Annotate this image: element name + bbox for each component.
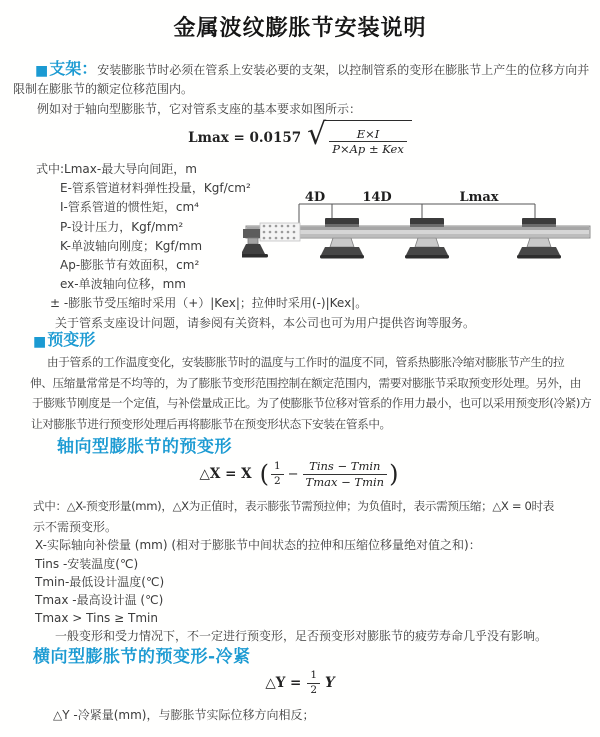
formula1-denominator: P×Ap ± Kex [329, 141, 407, 156]
formula2-lhs: △X = X [199, 466, 252, 482]
definition-line: E-管系管道材料弹性投量，Kgf/cm² [60, 181, 251, 196]
definition-line: 关于管系支座设计问题，请参阅有关资料，本公司也可为用户提供咨询等服务。 [55, 315, 476, 330]
predeform-heading-row [33, 328, 95, 354]
predeform-section-heading: 预变形 [47, 330, 96, 349]
formula1-radical [307, 116, 412, 157]
one-half-fraction [307, 669, 320, 696]
axial-item: Tmin-最低设计温度(℃) [35, 575, 165, 589]
predeform-para-line: 让对膨胀节进行预变形处理后再将膨胀节在预变形状态下安装在管系中。 [31, 416, 391, 431]
formula2-numerator: Tins − Tmin [309, 459, 381, 474]
definition-line: ex-单波轴向位移，mm [60, 277, 186, 292]
definition-line: ± -膨胀节受压缩时采用（+）|Kex|；拉伸时采用(-)|Kex|。 [50, 296, 368, 311]
one-half-fraction [271, 460, 284, 487]
axial-item: Tins -安装温度(℃) [35, 557, 139, 571]
axial-desc-line2: 示不需预变形。 [33, 520, 118, 534]
pipe-support-diagram-svg [242, 190, 594, 274]
lateral-coldpull-formula [0, 666, 600, 700]
dim-label-4d: 4D [304, 190, 326, 205]
support-intro-text: 安装膨胀节时必须在管系上安装必要的支架，以控制管系的变形在膨胀节上产生的位移方向并 [97, 63, 590, 77]
axial-predeform-formula [0, 455, 600, 493]
axial-item: Tmax -最高设计温 (℃) [35, 593, 164, 607]
formula3-lhs: △Y = [265, 675, 302, 691]
predeform-para-line: 由于管系的工作温度变化，安装膨胀节时的温度与工作时的温度不同，管系热膨胀冷缩对膨胀节产生的拉 [47, 355, 565, 369]
support-intro-line1 [13, 57, 589, 83]
temperature-fraction [303, 459, 388, 489]
page-title: 金属波纹膨胀节安装说明 [173, 16, 427, 41]
axial-item: Tmax > Tins ≥ Tmin [35, 611, 158, 625]
axial-item: X-实际轴向补偿量 (mm) (相对于膨胀节中间状态的拉伸和压缩位移量绝对值之和)： [35, 538, 481, 552]
open-paren: ( [259, 460, 269, 488]
support-section-heading: 支架： [49, 59, 98, 78]
formula1-lhs: Lmax = 0.0157 [188, 130, 302, 146]
pipe-support-diagram [242, 190, 594, 280]
half-denominator: 2 [271, 474, 284, 488]
sqrt-symbol: √ [307, 116, 327, 152]
formula2-denominator: Tmax − Tmin [303, 474, 388, 489]
predeform-para-line: 伸、压缩量常常是不均等的，为了膨胀节变形范围控制在额定范围内，需要对膨胀节采取预变形处理。另外，由 [30, 375, 581, 390]
support-intro-line2: 限制在膨胀节的额定位移范围内。 [13, 82, 194, 96]
minus-sign: − [287, 466, 299, 482]
dim-label-14d: 14D [362, 190, 392, 205]
definition-line: K-单波轴向刚度；Kgf/mm [60, 238, 203, 253]
lateral-note: △Y -冷紧量(mm)，与膨胀节实际位移方向相反； [53, 708, 315, 722]
section-square-icon: ■ [35, 63, 49, 79]
formula3-numerator: 1 [310, 669, 318, 682]
formula3-rhs: Y [325, 675, 335, 691]
formula1-numerator: E×I [356, 126, 380, 141]
definition-line: P-设计压力，Kgf/mm² [60, 219, 184, 234]
axial-note: 一般变形和受力情况下，不一定进行预变形，足否预变形对膨胀节的疲劳寿命几乎没有影响。 [55, 629, 548, 643]
bellows [260, 223, 300, 241]
predeform-para-line: 于膨账节刚度是一个定值，与补偿量成正比。为了使膨胀节位移对管系的作用力最小，也可以采用预变形(冷紧)方 [32, 396, 592, 410]
dim-label-lmax: Lmax [459, 190, 499, 205]
guide-spacing-formula [0, 118, 600, 158]
definition-line: I-管系管道的惯性矩，cm⁴ [60, 200, 199, 215]
formula3-denominator: 2 [307, 683, 320, 697]
definition-line: Ap-膨胀节有效面积，cm² [60, 257, 200, 272]
lateral-subheading: 横向型膨胀节的预变形-冷紧 [33, 647, 251, 667]
section-square-icon: ■ [33, 334, 47, 350]
definition-line: 式中:Lmax-最大导向间距，m [36, 162, 197, 176]
close-paren: ) [389, 460, 399, 488]
axial-desc-line1: 式中：△X-预变形量(mm)，△X为正值时，表示膨张节需预拉伸；为负值时，表示需预压缩；△X = 0时表 [33, 499, 555, 513]
support-example-line: 例如对于轴向型膨胀节，它对管系支座的基本要求如图所示： [37, 102, 362, 116]
axial-subheading: 轴向型膨胀节的预变形 [57, 437, 232, 457]
half-numerator: 1 [273, 460, 281, 473]
